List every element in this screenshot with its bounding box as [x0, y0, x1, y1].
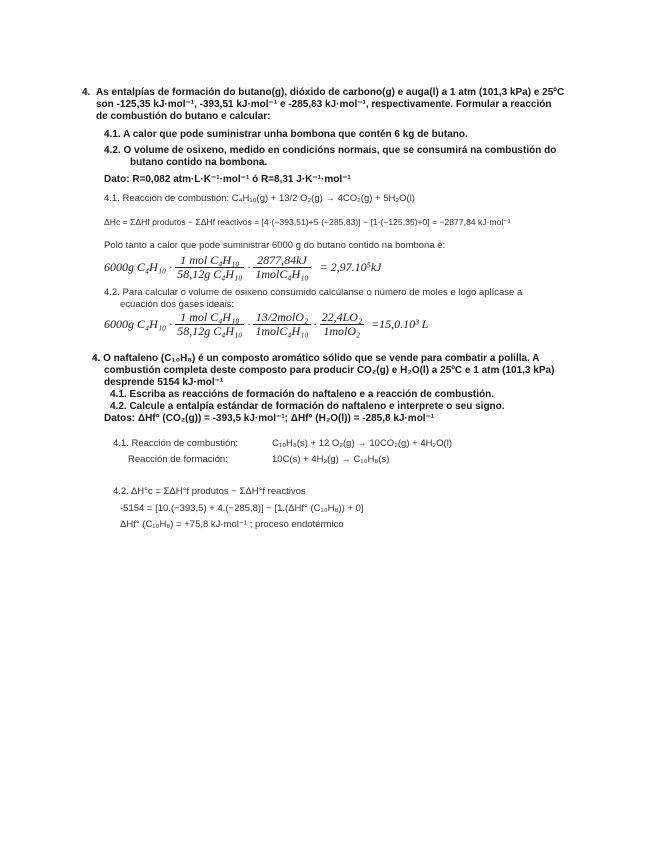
fraction-litres-per-mol: $\frac{\text{22,4LO₂}}{\text{1molO₂}}$ — [321, 310, 363, 338]
solution-1-heat-intro: Polo tanto a calor que pode suministrar 6000 g do butano contido na bombona é: — [104, 240, 446, 251]
problem-2-intro-line-3: desprende 5154 kJ·mol⁻¹ — [104, 377, 224, 388]
equation-heat-result: = 2,97.10⁵kJ — [319, 260, 382, 274]
fraction-kj-per-mol: $\frac{2877,84kJ}{\text{1molC₄H₁₀}}$ — [255, 253, 309, 281]
problem-1-question-2-line-2: butano contido na bombona. — [130, 157, 268, 168]
solution-2-formation-equation: 10C(s) + 4H₂(g) → C₁₀H₈(s) — [272, 454, 390, 465]
problem-2-data: Datos: ΔHf° (CO₂(g)) = -393,5 kJ·mol⁻¹; ΔHf° (H₂O(l)) = -285,8 kJ·mol⁻¹ — [104, 413, 435, 424]
problem-1-intro-line-1: As entalpías de formación do butano(g), dióxido de carbono(g) e auga(l) a 1 atm (101,3 kPa) e 25ºC — [96, 87, 565, 98]
solution-2-result: ΔHf° (C₁₀H₈) = +75,8 kJ·mol⁻¹ ; proceso endotérmico — [120, 519, 344, 530]
solution-1-reaction: 4.1. Reacción de combustión: C₄H₁₀(g) + 13/2 O₂(g) → 4CO₂(g) + 5H₂O(l) — [104, 193, 415, 204]
fraction-mol-per-gram-2: $\frac{\text{1 mol C₄H₁₀}}{\text{58,12g C₄H₁₀}}$ — [177, 310, 243, 338]
equation-oxygen-lhs: 6000g C₄H₁₀ · — [104, 317, 173, 331]
problem-1-question-1: 4.1. A calor que pode suministrar unha bombona que contén 6 kg de butano. — [104, 129, 468, 140]
problem-1-intro-line-2: son -125,35 kJ·mol⁻¹, -393,51 kJ·mol⁻¹ e -285,83 kJ·mol⁻¹, respectivamente. Formular a reacción — [96, 99, 552, 110]
problem-2-intro-line-2: combustión completa deste composto para producir CO₂(g) e H₂O(l) a 25ºC e 1 atm (101,3 kPa) — [104, 365, 555, 376]
problem-2-question-1: 4.1. Escriba as reaccións de formación do naftaleno e a reacción de combustión. — [110, 389, 495, 400]
solution-2-combustion-equation: C₁₀H₈(s) + 12 O₂(g) → 10CO₂(g) + 4H₂O(l) — [272, 438, 452, 449]
solution-1-oxygen-line-2: ecuación dos gases ideais: — [120, 299, 235, 310]
problem-2-statement — [92, 353, 582, 425]
equation-heat: 6000g C₄H₁₀ · $\frac{\text{1 mol C₄H₁₀}}{\text{58,12g C₄H₁₀}}$ · $\frac{2877,84kJ}{\text{1molC₄H₁₀}}$ = 2,97.10⁵kJ — [104, 253, 382, 281]
solution-1-enthalpy: ΔHc = ΣΔHf produtos − ΣΔHf reactivos = [4·(−393,51)+5·(−285,83)] − [1·(−125,35)+0] = −2877,84 kJ·mol⁻¹ — [104, 217, 511, 227]
equation-heat-lhs: 6000g C₄H₁₀ · — [104, 260, 173, 274]
solution-2-combustion-label: 4.1. Reacción de combustión: — [113, 438, 239, 449]
problem-1-statement — [82, 87, 582, 186]
solution-2-hess-equation: 4.2. ΔH°c = ΣΔH°f produtos − ΣΔH°f reactivos — [113, 486, 306, 497]
problem-1-intro-line-3: de combustión do butano e calcular: — [96, 111, 271, 122]
solution-1-oxygen-line-1: 4.2. Para calcular o volume de osixeno consumido calcúlanse o número de moles e logo aplícase a — [104, 287, 523, 298]
equation-oxygen-result: =15,0.10³ L — [371, 317, 429, 331]
problem-1-question-2-line-1: 4.2. O volume de osixeno, medido en condicións normais, que se consumirá na combustión do — [104, 145, 557, 156]
fraction-o2-per-butane: $\frac{\text{13/2molO₂}}{\text{1molC₄H₁₀}}$ — [255, 310, 309, 338]
solution-2-formation-label: Reacción de formación: — [128, 454, 228, 465]
fraction-mol-per-gram: $\frac{\text{1 mol C₄H₁₀}}{\text{58,12g C₄H₁₀}}$ — [177, 253, 243, 281]
problem-1-data: Dato: R=0,082 atm·L·K⁻¹·mol⁻¹ ó R=8,31 J·K⁻¹·mol⁻¹ — [104, 174, 351, 185]
equation-oxygen-volume: 6000g C₄H₁₀ · $\frac{\text{1 mol C₄H₁₀}}{\text{58,12g C₄H₁₀}}$ · $\frac{\text{13/2molO₂}}{\text{1molC₄H₁₀}}$ · $\frac{\text{22,4LO₂}}{\text{1molO₂}}$ =15,0.10³ L — [104, 310, 429, 338]
problem-2-question-2: 4.2. Calcule a entalpía estándar de formación do naftaleno e interprete o seu signo. — [110, 401, 505, 412]
problem-2-intro-line-1: 4. O naftaleno (C₁₀H₈) é un composto aromático sólido que se vende para combatir a polilla. A — [92, 353, 540, 364]
solution-2-substituted-equation: -5154 = [10.(−393,5) + 4.(−285,8)] − [1.(ΔHf° (C₁₀H₈)) + 0] — [120, 503, 364, 514]
problem-1-number: 4. — [82, 87, 91, 98]
